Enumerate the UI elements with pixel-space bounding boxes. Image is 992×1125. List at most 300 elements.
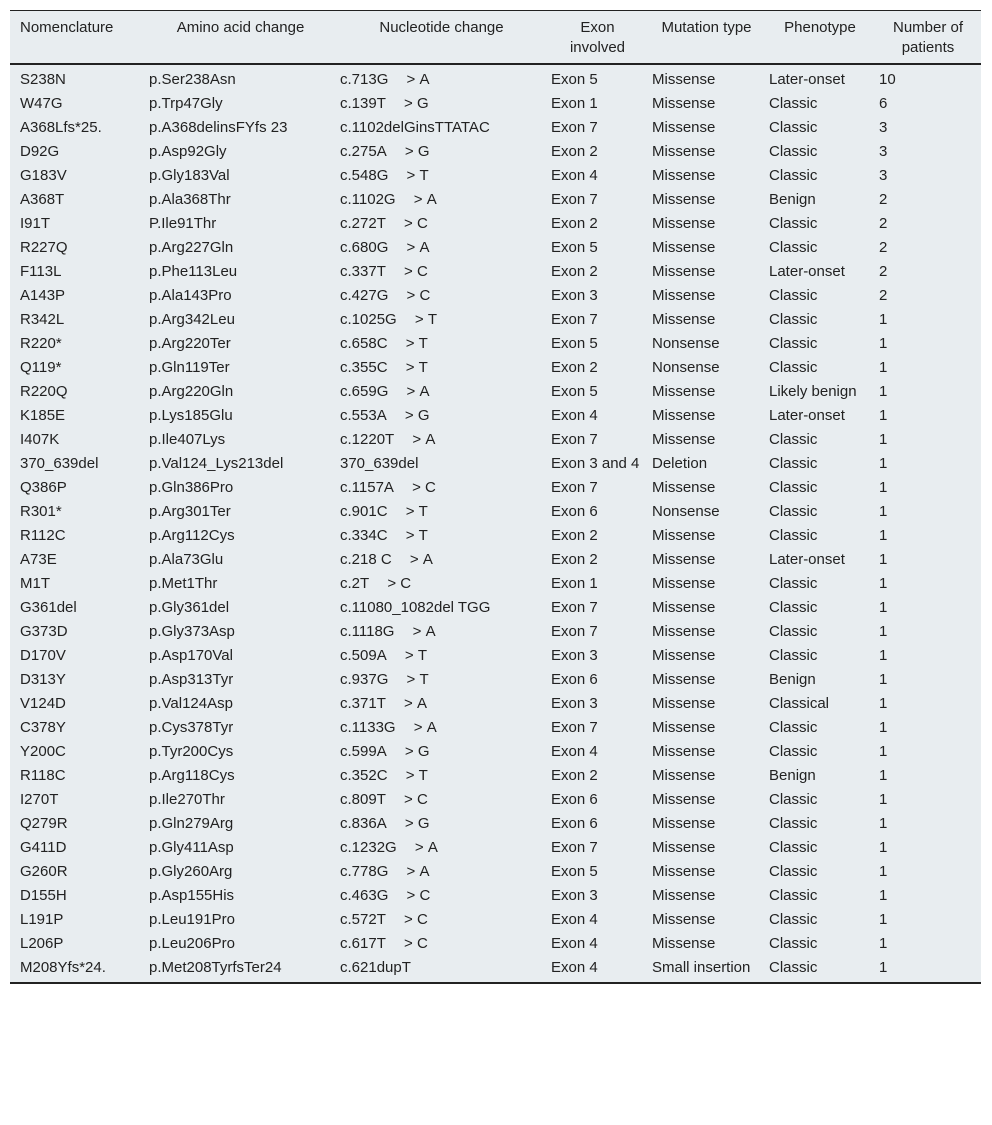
- table-row: [10, 667, 981, 691]
- exon-cell: Exon 4: [551, 935, 598, 952]
- amino-acid-change-cell: p.Met1Thr: [149, 575, 218, 592]
- patient-count-cell: 3: [879, 143, 888, 160]
- nucleotide-change-cell: c.427G > C: [340, 287, 431, 304]
- mutation-type-cell: Missense: [652, 623, 716, 640]
- header-number-of-patients: Number of patients: [892, 19, 964, 56]
- patient-count-cell: 1: [879, 527, 888, 544]
- mutation-type-cell: Missense: [652, 407, 716, 424]
- nomenclature-cell: Q119*: [20, 359, 62, 376]
- phenotype-cell: Benign: [769, 767, 816, 784]
- patient-count-cell: 1: [879, 959, 888, 976]
- nucleotide-change-cell: c.1025G > T: [340, 311, 437, 328]
- exon-cell: Exon 2: [551, 767, 598, 784]
- patient-count-cell: 1: [879, 863, 888, 880]
- mutation-type-cell: Missense: [652, 215, 716, 232]
- table-row: [10, 619, 981, 643]
- nucleotide-change-cell: c.836A > G: [340, 815, 430, 832]
- mutation-type-cell: Missense: [652, 95, 716, 112]
- amino-acid-change-cell: p.Gly361del: [149, 599, 230, 616]
- table-row: [10, 139, 981, 163]
- mutation-type-cell: Missense: [652, 599, 716, 616]
- phenotype-cell: Classic: [769, 647, 818, 664]
- exon-cell: Exon 7: [551, 431, 598, 448]
- exon-cell: Exon 4: [551, 911, 598, 928]
- header-nomenclature: Nomenclature: [20, 19, 114, 36]
- table-row: [10, 739, 981, 763]
- nomenclature-cell: Q279R: [20, 815, 68, 832]
- nomenclature-cell: G260R: [20, 863, 68, 880]
- patient-count-cell: 1: [879, 431, 888, 448]
- mutation-type-cell: Missense: [652, 287, 716, 304]
- mutation-type-cell: Nonsense: [652, 359, 720, 376]
- phenotype-cell: Classic: [769, 431, 818, 448]
- mutation-type-cell: Missense: [652, 527, 716, 544]
- mutation-type-cell: Missense: [652, 671, 716, 688]
- header-phenotype: Phenotype: [784, 19, 856, 36]
- table-row: [10, 307, 981, 331]
- phenotype-cell: Classic: [769, 95, 818, 112]
- amino-acid-change-cell: p.Gln279Arg: [149, 815, 234, 832]
- nomenclature-cell: K185E: [20, 407, 66, 424]
- table-row: [10, 571, 981, 595]
- nucleotide-change-cell: c.355C > T: [340, 359, 428, 376]
- mutation-type-cell: Missense: [652, 719, 716, 736]
- mutation-table-container: [10, 10, 981, 984]
- table-row: [10, 907, 981, 931]
- exon-cell: Exon 3: [551, 287, 598, 304]
- nucleotide-change-cell: c.1232G > A: [340, 839, 438, 856]
- amino-acid-change-cell: p.Gly373Asp: [149, 623, 235, 640]
- amino-acid-change-cell: p.Arg342Leu: [149, 311, 235, 328]
- patient-count-cell: 2: [879, 263, 888, 280]
- table-row: [10, 163, 981, 187]
- exon-cell: Exon 3 and 4: [551, 455, 640, 472]
- patient-count-cell: 3: [879, 167, 888, 184]
- phenotype-cell: Later-onset: [769, 551, 845, 568]
- nucleotide-change-cell: c.658C > T: [340, 335, 428, 352]
- phenotype-cell: Classic: [769, 167, 818, 184]
- table-row: [10, 643, 981, 667]
- mutation-type-cell: Missense: [652, 479, 716, 496]
- amino-acid-change-cell: p.Ala73Glu: [149, 551, 224, 568]
- mutation-type-cell: Missense: [652, 551, 716, 568]
- nomenclature-cell: A73E: [20, 551, 57, 568]
- amino-acid-change-cell: p.Cys378Tyr: [149, 719, 234, 736]
- table-row: [10, 835, 981, 859]
- amino-acid-change-cell: p.Asp92Gly: [149, 143, 227, 160]
- phenotype-cell: Classic: [769, 815, 818, 832]
- mutation-type-cell: Deletion: [652, 455, 708, 472]
- amino-acid-change-cell: p.Met208TyrfsTer24: [149, 959, 282, 976]
- exon-cell: Exon 5: [551, 335, 598, 352]
- phenotype-cell: Classic: [769, 479, 818, 496]
- nomenclature-cell: L191P: [20, 911, 64, 928]
- nucleotide-change-cell: c.553A > G: [340, 407, 430, 424]
- exon-cell: Exon 6: [551, 791, 598, 808]
- exon-cell: Exon 2: [551, 359, 598, 376]
- patient-count-cell: 1: [879, 887, 888, 904]
- patient-count-cell: 1: [879, 599, 888, 616]
- patient-count-cell: 1: [879, 839, 888, 856]
- nucleotide-change-cell: c.1102delGinsTTATAC: [340, 119, 490, 136]
- nucleotide-change-cell: c.659G > A: [340, 383, 430, 400]
- mutation-type-cell: Missense: [652, 383, 716, 400]
- mutation-type-cell: Missense: [652, 263, 716, 280]
- exon-cell: Exon 2: [551, 551, 598, 568]
- nomenclature-cell: I407K: [20, 431, 60, 448]
- nucleotide-change-cell: c.337T > C: [340, 263, 428, 280]
- nomenclature-cell: 370_639del: [20, 455, 99, 472]
- mutation-type-cell: Missense: [652, 431, 716, 448]
- table-row: [10, 595, 981, 619]
- phenotype-cell: Classic: [769, 839, 818, 856]
- nucleotide-change-cell: c.572T > C: [340, 911, 428, 928]
- patient-count-cell: 1: [879, 311, 888, 328]
- patient-count-cell: 3: [879, 119, 888, 136]
- mutation-type-cell: Nonsense: [652, 503, 720, 520]
- nomenclature-cell: D313Y: [20, 671, 66, 688]
- table-row: [10, 331, 981, 355]
- exon-cell: Exon 4: [551, 959, 598, 976]
- phenotype-cell: Classic: [769, 887, 818, 904]
- amino-acid-change-cell: p.Leu191Pro: [149, 911, 235, 928]
- exon-cell: Exon 7: [551, 599, 598, 616]
- phenotype-cell: Classic: [769, 287, 818, 304]
- nomenclature-cell: Q386P: [20, 479, 67, 496]
- table-row: [10, 355, 981, 379]
- header-amino-acid-change: Amino acid change: [176, 19, 305, 36]
- header-exon-involved: Exon involved: [569, 19, 626, 56]
- phenotype-cell: Classic: [769, 215, 818, 232]
- phenotype-cell: Classic: [769, 599, 818, 616]
- amino-acid-change-cell: p.Arg220Gln: [149, 383, 234, 400]
- patient-count-cell: 1: [879, 647, 888, 664]
- amino-acid-change-cell: p.Val124Asp: [149, 695, 233, 712]
- nomenclature-cell: A143P: [20, 287, 66, 304]
- nomenclature-cell: G411D: [20, 839, 67, 856]
- nomenclature-cell: M208Yfs*24.: [20, 959, 106, 976]
- nucleotide-change-cell: c.548G > T: [340, 167, 429, 184]
- patient-count-cell: 1: [879, 791, 888, 808]
- nomenclature-cell: G361del: [20, 599, 77, 616]
- table-row: [10, 91, 981, 115]
- patient-count-cell: 1: [879, 695, 888, 712]
- table-row: [10, 931, 981, 955]
- nomenclature-cell: F113L: [20, 263, 62, 280]
- mutation-type-cell: Nonsense: [652, 335, 720, 352]
- exon-cell: Exon 6: [551, 671, 598, 688]
- table-row: [10, 259, 981, 283]
- mutation-type-cell: Small insertion: [652, 959, 751, 976]
- nomenclature-cell: D92G: [20, 143, 60, 160]
- phenotype-cell: Classic: [769, 575, 818, 592]
- nucleotide-change-cell: c.621dupT: [340, 959, 411, 976]
- exon-cell: Exon 2: [551, 215, 598, 232]
- amino-acid-change-cell: p.Arg118Cys: [149, 767, 235, 784]
- nucleotide-change-cell: c.275A > G: [340, 143, 430, 160]
- exon-cell: Exon 7: [551, 311, 598, 328]
- patient-count-cell: 1: [879, 551, 888, 568]
- amino-acid-change-cell: p.Tyr200Cys: [149, 743, 234, 760]
- amino-acid-change-cell: p.Arg112Cys: [149, 527, 235, 544]
- table-row: [10, 427, 981, 451]
- mutation-type-cell: Missense: [652, 839, 716, 856]
- nomenclature-cell: C378Y: [20, 719, 66, 736]
- nomenclature-cell: D155H: [20, 887, 67, 904]
- mutation-type-cell: Missense: [652, 143, 716, 160]
- exon-cell: Exon 3: [551, 887, 598, 904]
- mutation-type-cell: Missense: [652, 311, 716, 328]
- nucleotide-change-cell: c.139T > G: [340, 95, 429, 112]
- exon-cell: Exon 7: [551, 839, 598, 856]
- nomenclature-cell: W47G: [20, 95, 63, 112]
- nomenclature-cell: L206P: [20, 935, 64, 952]
- nomenclature-cell: R112C: [20, 527, 66, 544]
- nomenclature-cell: M1T: [20, 575, 50, 592]
- nomenclature-cell: R118C: [20, 767, 66, 784]
- table-row: [10, 859, 981, 883]
- phenotype-cell: Classic: [769, 311, 818, 328]
- header-mutation-type: Mutation type: [661, 19, 752, 36]
- exon-cell: Exon 7: [551, 479, 598, 496]
- patient-count-cell: 1: [879, 359, 888, 376]
- table-row: [10, 811, 981, 835]
- phenotype-cell: Likely benign: [769, 383, 857, 400]
- patient-count-cell: 1: [879, 407, 888, 424]
- phenotype-cell: Classic: [769, 335, 818, 352]
- nomenclature-cell: A368Lfs*25.: [20, 119, 102, 136]
- amino-acid-change-cell: p.A368delinsFYfs 23: [149, 119, 288, 136]
- patient-count-cell: 1: [879, 767, 888, 784]
- amino-acid-change-cell: p.Phe113Leu: [149, 263, 238, 280]
- patient-count-cell: 6: [879, 95, 888, 112]
- amino-acid-change-cell: P.Ile91Thr: [149, 215, 217, 232]
- nucleotide-change-cell: c.778G > A: [340, 863, 430, 880]
- table-body: [10, 64, 981, 982]
- mutation-type-cell: Missense: [652, 791, 716, 808]
- patient-count-cell: 1: [879, 935, 888, 952]
- table-row: [10, 523, 981, 547]
- patient-count-cell: 2: [879, 215, 888, 232]
- mutation-type-cell: Missense: [652, 71, 716, 88]
- phenotype-cell: Later-onset: [769, 71, 845, 88]
- nomenclature-cell: R342L: [20, 311, 65, 328]
- nucleotide-change-cell: c.218 C > A: [340, 551, 433, 568]
- exon-cell: Exon 7: [551, 191, 598, 208]
- amino-acid-change-cell: p.Leu206Pro: [149, 935, 235, 952]
- exon-cell: Exon 6: [551, 815, 598, 832]
- amino-acid-change-cell: p.Gly260Arg: [149, 863, 233, 880]
- phenotype-cell: Classic: [769, 791, 818, 808]
- patient-count-cell: 1: [879, 335, 888, 352]
- nomenclature-cell: S238N: [20, 71, 66, 88]
- patient-count-cell: 1: [879, 383, 888, 400]
- exon-cell: Exon 5: [551, 239, 598, 256]
- mutation-type-cell: Missense: [652, 767, 716, 784]
- mutation-type-cell: Missense: [652, 695, 716, 712]
- phenotype-cell: Classic: [769, 527, 818, 544]
- amino-acid-change-cell: p.Gln386Pro: [149, 479, 234, 496]
- patient-count-cell: 1: [879, 911, 888, 928]
- nucleotide-change-cell: c.1118G > A: [340, 623, 436, 640]
- phenotype-cell: Classical: [769, 695, 830, 712]
- nucleotide-change-cell: c.2T > C: [340, 575, 412, 592]
- nucleotide-change-cell: c.937G > T: [340, 671, 429, 688]
- amino-acid-change-cell: p.Asp170Val: [149, 647, 233, 664]
- mutation-type-cell: Missense: [652, 239, 716, 256]
- nucleotide-change-cell: c.352C > T: [340, 767, 428, 784]
- exon-cell: Exon 5: [551, 71, 598, 88]
- nucleotide-change-cell: c.617T > C: [340, 935, 428, 952]
- table-row: [10, 187, 981, 211]
- amino-acid-change-cell: p.Val124_Lys213del: [149, 455, 284, 472]
- header-nucleotide-change: Nucleotide change: [379, 19, 504, 36]
- exon-cell: Exon 4: [551, 167, 598, 184]
- phenotype-cell: Classic: [769, 623, 818, 640]
- exon-cell: Exon 4: [551, 743, 598, 760]
- phenotype-cell: Classic: [769, 863, 818, 880]
- nucleotide-change-cell: c.680G > A: [340, 239, 430, 256]
- table-row: [10, 379, 981, 403]
- nucleotide-change-cell: c.509A > T: [340, 647, 427, 664]
- table-row: [10, 475, 981, 499]
- exon-cell: Exon 5: [551, 863, 598, 880]
- nomenclature-cell: R301*: [20, 503, 62, 520]
- patient-count-cell: 10: [879, 71, 896, 88]
- mutation-type-cell: Missense: [652, 887, 716, 904]
- phenotype-cell: Classic: [769, 239, 818, 256]
- mutation-type-cell: Missense: [652, 863, 716, 880]
- amino-acid-change-cell: p.Ile407Lys: [149, 431, 226, 448]
- exon-cell: Exon 1: [551, 95, 598, 112]
- nucleotide-change-cell: c.463G > C: [340, 887, 431, 904]
- patient-count-cell: 1: [879, 719, 888, 736]
- phenotype-cell: Benign: [769, 671, 816, 688]
- table-row: [10, 115, 981, 139]
- nomenclature-cell: D170V: [20, 647, 66, 664]
- nucleotide-change-cell: c.272T > C: [340, 215, 428, 232]
- table-row: [10, 715, 981, 739]
- exon-cell: Exon 2: [551, 143, 598, 160]
- nucleotide-change-cell: c.599A > G: [340, 743, 430, 760]
- nucleotide-change-cell: 370_639del: [340, 455, 419, 472]
- exon-cell: Exon 7: [551, 119, 598, 136]
- nucleotide-change-cell: c.1220T > A: [340, 431, 436, 448]
- amino-acid-change-cell: p.Lys185Glu: [149, 407, 233, 424]
- mutation-type-cell: Missense: [652, 167, 716, 184]
- mutation-type-cell: Missense: [652, 119, 716, 136]
- amino-acid-change-cell: p.Asp313Tyr: [149, 671, 234, 688]
- phenotype-cell: Classic: [769, 455, 818, 472]
- mutation-type-cell: Missense: [652, 575, 716, 592]
- mutation-type-cell: Missense: [652, 815, 716, 832]
- nomenclature-cell: A368T: [20, 191, 65, 208]
- amino-acid-change-cell: p.Arg301Ter: [149, 503, 231, 520]
- phenotype-cell: Classic: [769, 119, 818, 136]
- amino-acid-change-cell: p.Gly411Asp: [149, 839, 234, 856]
- nucleotide-change-cell: c.1102G > A: [340, 191, 437, 208]
- patient-count-cell: 1: [879, 623, 888, 640]
- patient-count-cell: 1: [879, 503, 888, 520]
- table-row: [10, 691, 981, 715]
- nucleotide-change-cell: c.1133G > A: [340, 719, 437, 736]
- mutation-type-cell: Missense: [652, 911, 716, 928]
- mutation-type-cell: Missense: [652, 935, 716, 952]
- nomenclature-cell: G183V: [20, 167, 67, 184]
- phenotype-cell: Later-onset: [769, 263, 845, 280]
- phenotype-cell: Later-onset: [769, 407, 845, 424]
- exon-cell: Exon 2: [551, 527, 598, 544]
- amino-acid-change-cell: p.Gly183Val: [149, 167, 230, 184]
- table-row: [10, 451, 981, 475]
- nucleotide-change-cell: c.1157A > C: [340, 479, 436, 496]
- phenotype-cell: Classic: [769, 743, 818, 760]
- patient-count-cell: 2: [879, 287, 888, 304]
- nomenclature-cell: V124D: [20, 695, 66, 712]
- nucleotide-change-cell: c.809T > C: [340, 791, 428, 808]
- table-row: [10, 211, 981, 235]
- phenotype-cell: Classic: [769, 959, 818, 976]
- amino-acid-change-cell: p.Trp47Gly: [149, 95, 223, 112]
- patient-count-cell: 2: [879, 191, 888, 208]
- table-row: [10, 787, 981, 811]
- phenotype-cell: Classic: [769, 935, 818, 952]
- amino-acid-change-cell: p.Ile270Thr: [149, 791, 225, 808]
- phenotype-cell: Classic: [769, 719, 818, 736]
- table-row: [10, 499, 981, 523]
- table-header-row: [10, 11, 981, 64]
- table-row: [10, 763, 981, 787]
- nomenclature-cell: R220Q: [20, 383, 68, 400]
- nucleotide-change-cell: c.11080_1082del TGG: [340, 599, 491, 616]
- exon-cell: Exon 3: [551, 695, 598, 712]
- nucleotide-change-cell: c.713G > A: [340, 71, 430, 88]
- patient-count-cell: 1: [879, 575, 888, 592]
- exon-cell: Exon 4: [551, 407, 598, 424]
- exon-cell: Exon 1: [551, 575, 598, 592]
- mutation-type-cell: Missense: [652, 743, 716, 760]
- exon-cell: Exon 2: [551, 263, 598, 280]
- exon-cell: Exon 6: [551, 503, 598, 520]
- nomenclature-cell: R227Q: [20, 239, 68, 256]
- mutation-type-cell: Missense: [652, 191, 716, 208]
- nucleotide-change-cell: c.334C > T: [340, 527, 428, 544]
- exon-cell: Exon 7: [551, 719, 598, 736]
- nomenclature-cell: G373D: [20, 623, 68, 640]
- mutation-type-cell: Missense: [652, 647, 716, 664]
- exon-cell: Exon 7: [551, 623, 598, 640]
- patient-count-cell: 1: [879, 743, 888, 760]
- patient-count-cell: 1: [879, 671, 888, 688]
- mutation-table: [10, 11, 981, 982]
- nucleotide-change-cell: c.371T > A: [340, 695, 427, 712]
- amino-acid-change-cell: p.Asp155His: [149, 887, 235, 904]
- amino-acid-change-cell: p.Ser238Asn: [149, 71, 236, 88]
- nomenclature-cell: I270T: [20, 791, 59, 808]
- exon-cell: Exon 3: [551, 647, 598, 664]
- table-row: [10, 955, 981, 982]
- amino-acid-change-cell: p.Arg227Gln: [149, 239, 234, 256]
- nucleotide-change-cell: c.901C > T: [340, 503, 428, 520]
- exon-cell: Exon 5: [551, 383, 598, 400]
- nomenclature-cell: R220*: [20, 335, 62, 352]
- table-row: [10, 547, 981, 571]
- patient-count-cell: 1: [879, 455, 888, 472]
- table-row: [10, 283, 981, 307]
- nomenclature-cell: Y200C: [20, 743, 66, 760]
- table-row: [10, 235, 981, 259]
- phenotype-cell: Classic: [769, 359, 818, 376]
